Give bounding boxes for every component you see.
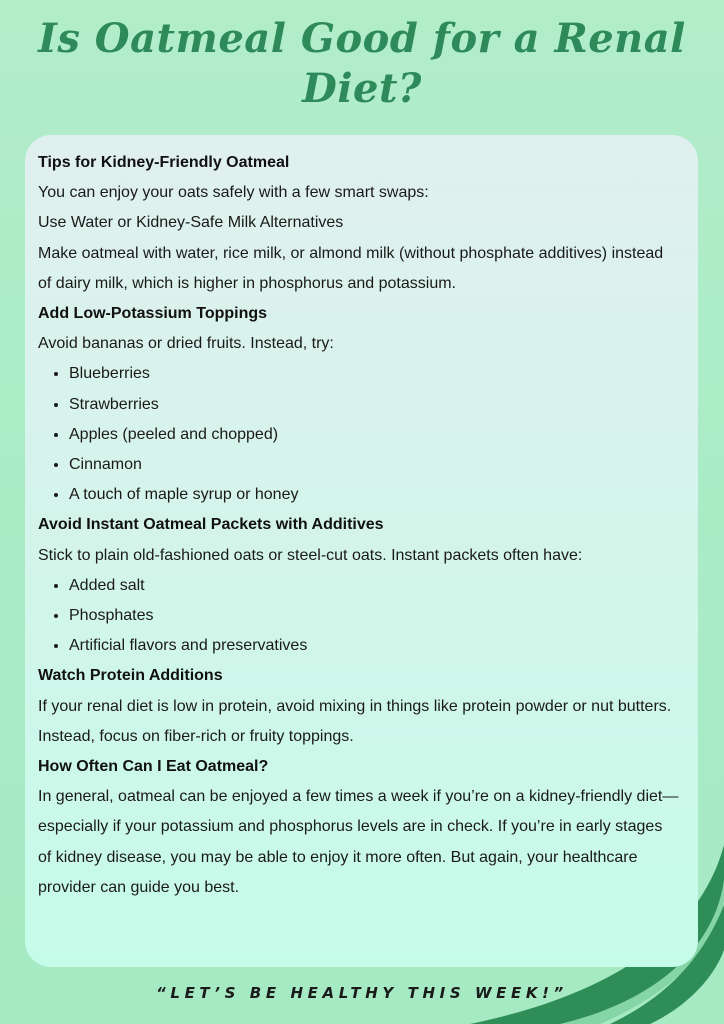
list-item: • Blueberries [69,359,680,389]
section-heading: Add Low-Potassium Toppings [38,305,268,323]
list-item: • Apples (peeled and chopped) [69,420,680,450]
section-heading: How Often Can I Eat Oatmeal? [38,758,269,776]
additive-list [38,571,680,662]
section-heading: Watch Protein Additions [38,667,223,685]
topping-list [38,359,680,510]
paragraph: Avoid bananas or dried fruits. Instead, try: [38,335,334,353]
paragraph: If your renal diet is low in protein, avoid mixing in things like protein powder or nut butters. Instead, focus on fiber-rich or fruity toppings. [38,697,672,745]
list-item: • Added salt [69,571,680,601]
list-item: • Phosphates [69,601,680,631]
list-item: • Artificial flavors and preservatives [69,631,680,661]
footer-slogan: “LET’S BE HEALTHY THIS WEEK!” [156,984,568,1002]
section-heading: Tips for Kidney-Friendly Oatmeal [38,154,290,171]
list-item: • A touch of maple syrup or honey [69,480,680,510]
paragraph: Stick to plain old-fashioned oats or steel-cut oats. Instant packets often have: [38,546,583,564]
paragraph: Make oatmeal with water, rice milk, or almond milk (without phosphate additives) instead of dairy milk, which is higher in phosphorus and potassium. [38,244,664,292]
section-heading: Avoid Instant Oatmeal Packets with Additives [38,516,384,534]
list-item: • Cinnamon [69,450,680,480]
paragraph: Use Water or Kidney-Safe Milk Alternatives [38,214,344,232]
page-title: Is Oatmeal Good for a Renal Diet? [38,15,686,112]
paragraph: You can enjoy your oats safely with a few smart swaps: [38,184,429,202]
paragraph: In general, oatmeal can be enjoyed a few times a week if you’re on a kidney-friendly diet—especially if your potassium and phosphorus levels are in check. If you’re in early stages of kidney disease, you may be able to enjoy it more often. But again, your healthcare provider can guide you best. [38,788,679,896]
content-card [25,135,698,967]
list-item: • Strawberries [69,390,680,420]
